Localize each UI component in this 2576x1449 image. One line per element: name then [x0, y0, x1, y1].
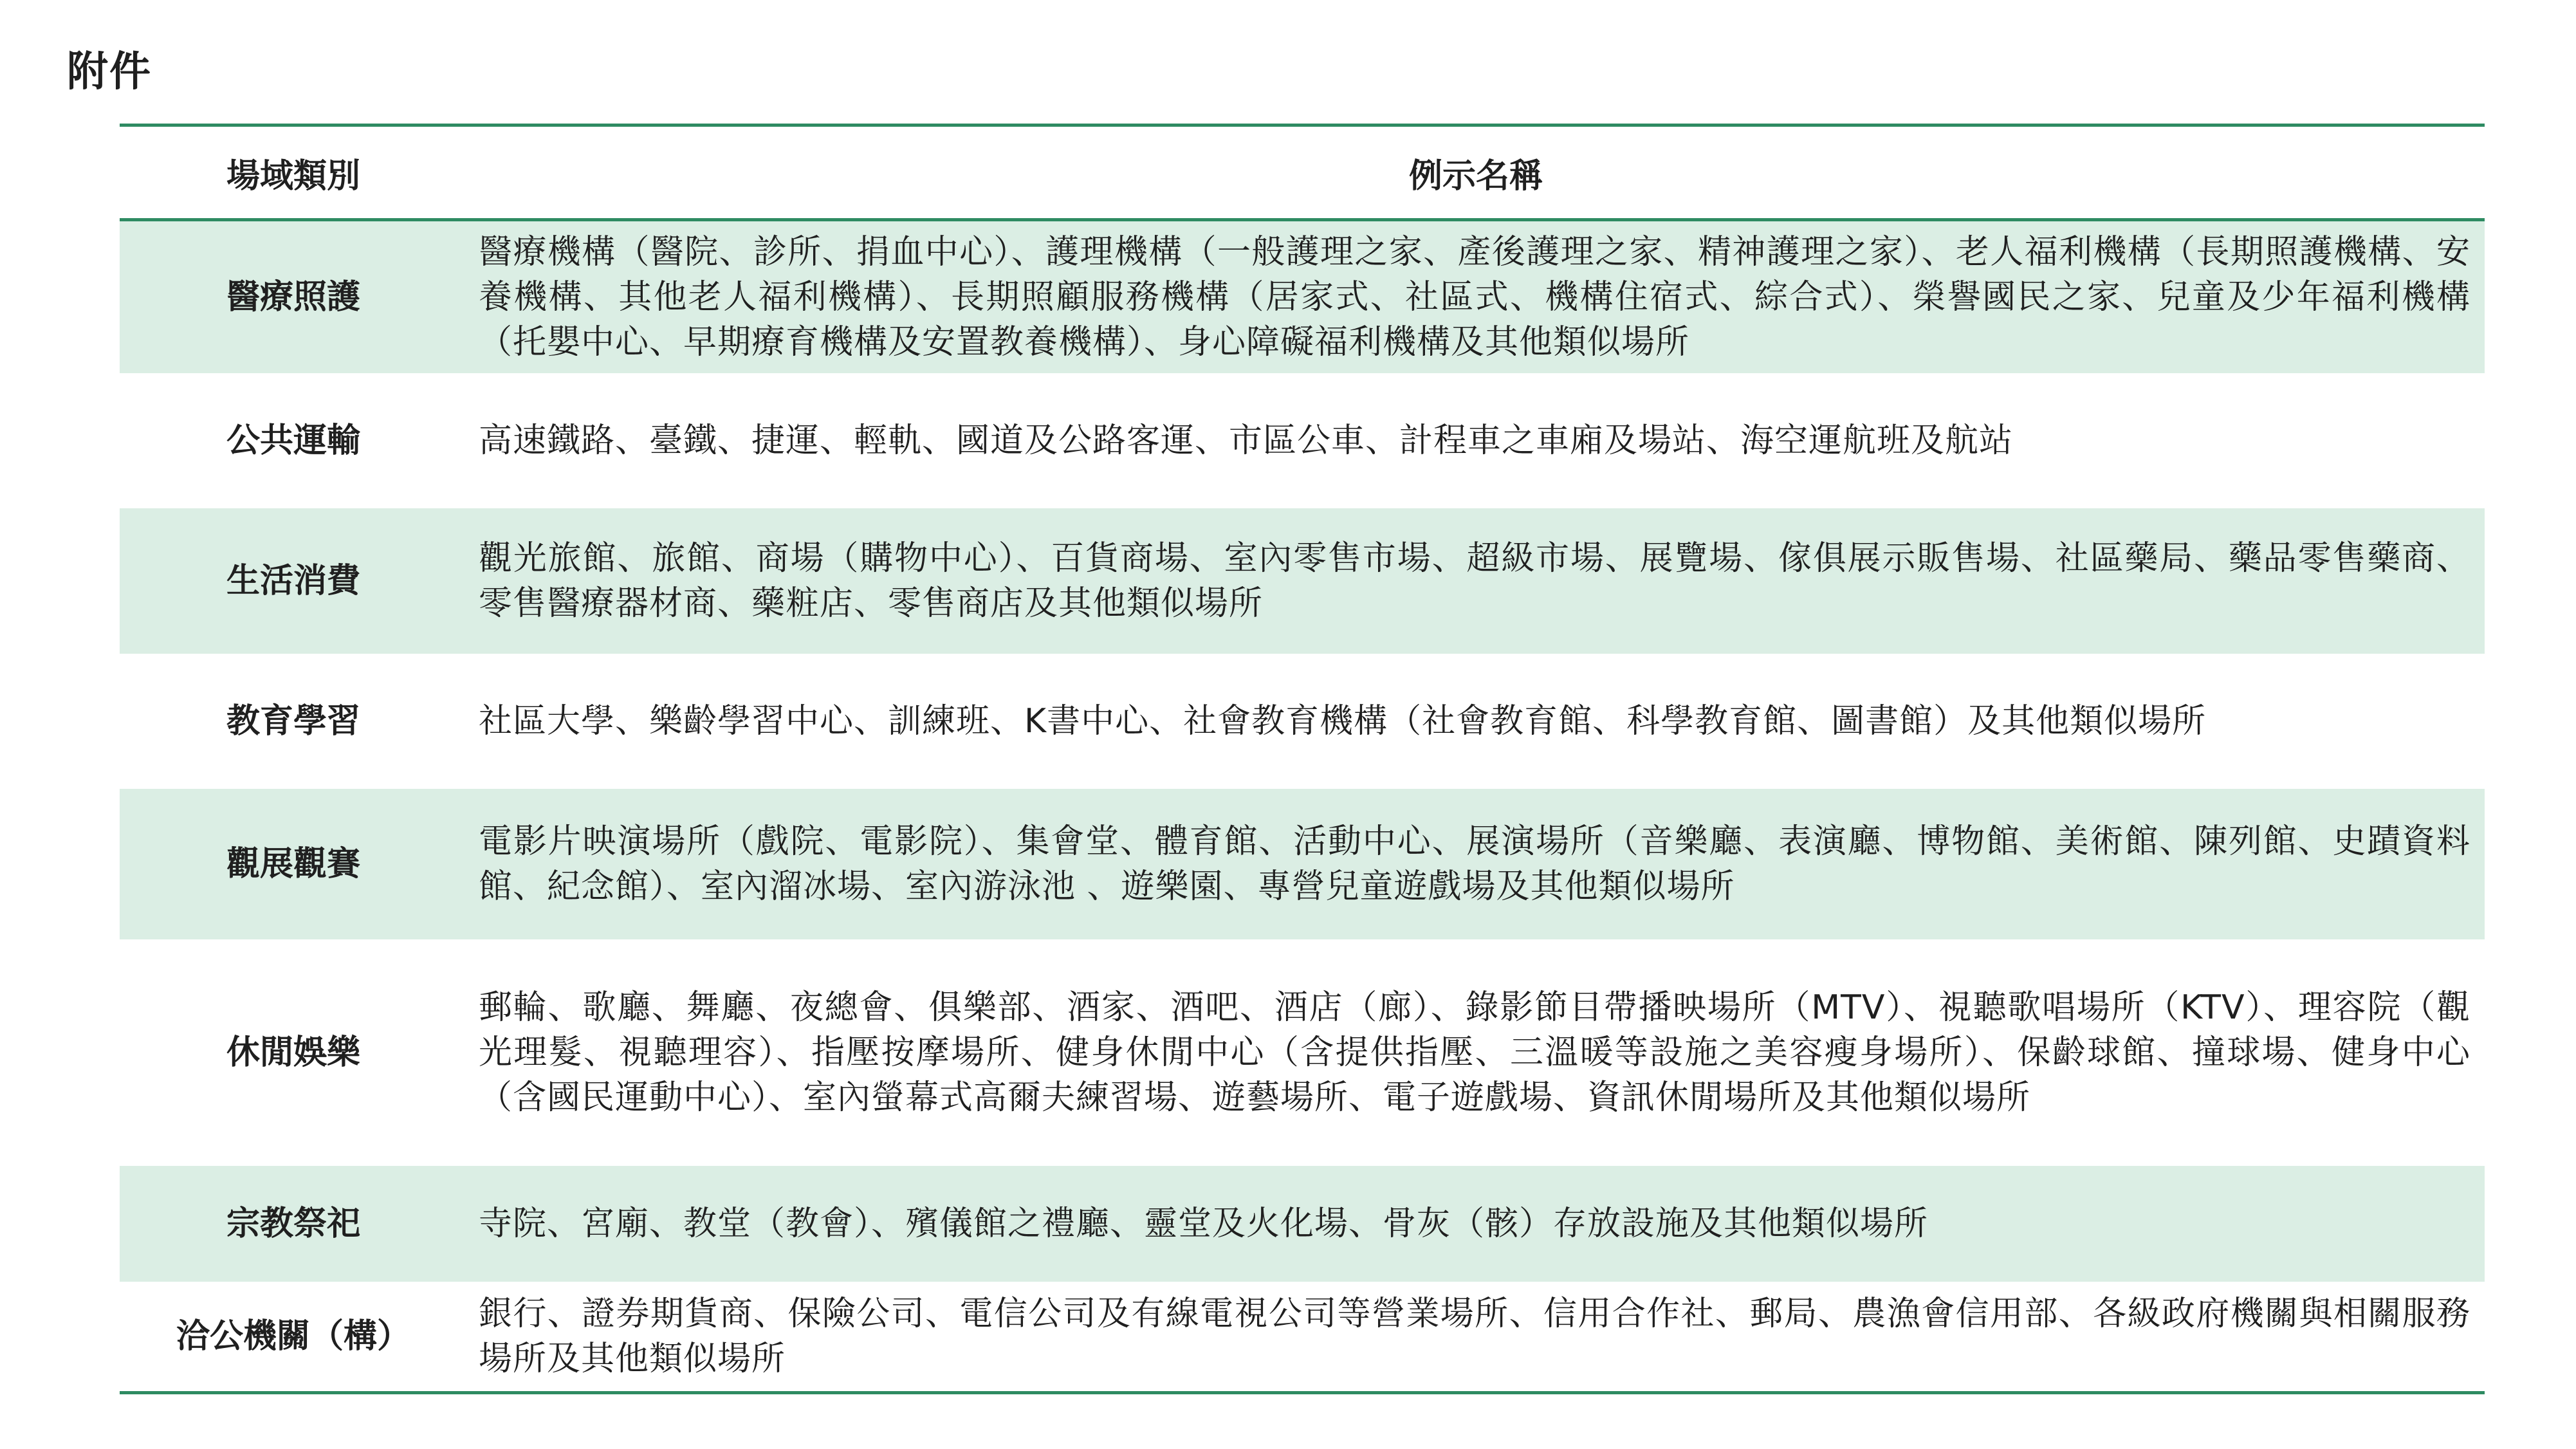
row-examples: 郵輪、歌廳、舞廳、夜總會、俱樂部、酒家、酒吧、酒店（廊）、錄影節目帶播映場所（MTV）、視聽歌唱場所（KTV）、理容院（觀光理髮、視聽理容）、指壓按摩場所、健身休閒中心（含提供指壓、三溫暖等設施之美容瘦身場所）、保齡球館、撞球場、健身中心（含國民運動中心）、室內螢幕式高爾夫練習場、遊藝場所、電子遊戲場、資訊休閒場所及其他類似場所: [479, 988, 2470, 1117]
table-header-row: [120, 127, 2485, 221]
table-row: [120, 508, 2485, 654]
row-category: 生活消費: [226, 562, 360, 600]
row-examples: 社區大學、樂齡學習中心、訓練班、K書中心、社會教育機構（社會教育館、科學教育館、圖書館）及其他類似場所: [479, 702, 2207, 741]
table-row: [120, 1282, 2485, 1391]
row-examples: 高速鐵路、臺鐵、捷運、輕軌、國道及公路客運、市區公車、計程車之車廂及場站、海空運航班及航站: [479, 421, 2014, 460]
table-row: [120, 221, 2485, 373]
row-examples: 寺院、宮廟、教堂（教會）、殯儀館之禮廳、靈堂及火化場、骨灰（骸）存放設施及其他類似場所: [479, 1204, 1929, 1243]
table-row: [120, 939, 2485, 1166]
row-examples: 電影片映演場所（戲院、電影院）、集會堂、體育館、活動中心、展演場所（音樂廳、表演廳、博物館、美術館、陳列館、史蹟資料館、紀念館）、室內溜冰場、室內游泳池 、遊樂園、專營兒童遊戲場及其他類似場所: [479, 822, 2470, 906]
table-row: [120, 1166, 2485, 1282]
row-category: 醫療照護: [226, 278, 360, 317]
row-examples: 觀光旅館、旅館、商場（購物中心）、百貨商場、室內零售市場、超級市場、展覽場、傢俱展示販售場、社區藥局、藥品零售藥商、零售醫療器材商、藥粧店、零售商店及其他類似場所: [479, 539, 2470, 623]
table-row: [120, 789, 2485, 939]
page-title: 附件: [67, 48, 152, 96]
header-examples: 例示名稱: [1408, 156, 1543, 196]
row-examples: 醫療機構（醫院、診所、捐血中心）、護理機構（一般護理之家、產後護理之家、精神護理之家）、老人福利機構（長期照護機構、安養機構、其他老人福利機構）、長期照顧服務機構（居家式、社區式、機構住宿式、綜合式）、榮譽國民之家、兒童及少年福利機構（托嬰中心、早期療育機構及安置教養機構）、身心障礙福利機構及其他類似場所: [479, 233, 2470, 362]
header-category: 場域類別: [226, 156, 360, 196]
row-examples: 銀行、證券期貨商、保險公司、電信公司及有線電視公司等營業場所、信用合作社、郵局、農漁會信用部、各級政府機關與相關服務場所及其他類似場所: [479, 1295, 2470, 1378]
table-row: [120, 654, 2485, 789]
row-category: 公共運輸: [226, 421, 360, 460]
row-category: 洽公機關（構）: [176, 1317, 410, 1356]
table-row: [120, 373, 2485, 508]
row-category: 宗教祭祀: [226, 1204, 360, 1243]
venue-category-table: [120, 124, 2485, 1394]
row-category: 休閒娛樂: [226, 1033, 360, 1072]
row-category: 教育學習: [226, 702, 360, 741]
row-category: 觀展觀賽: [226, 845, 360, 883]
